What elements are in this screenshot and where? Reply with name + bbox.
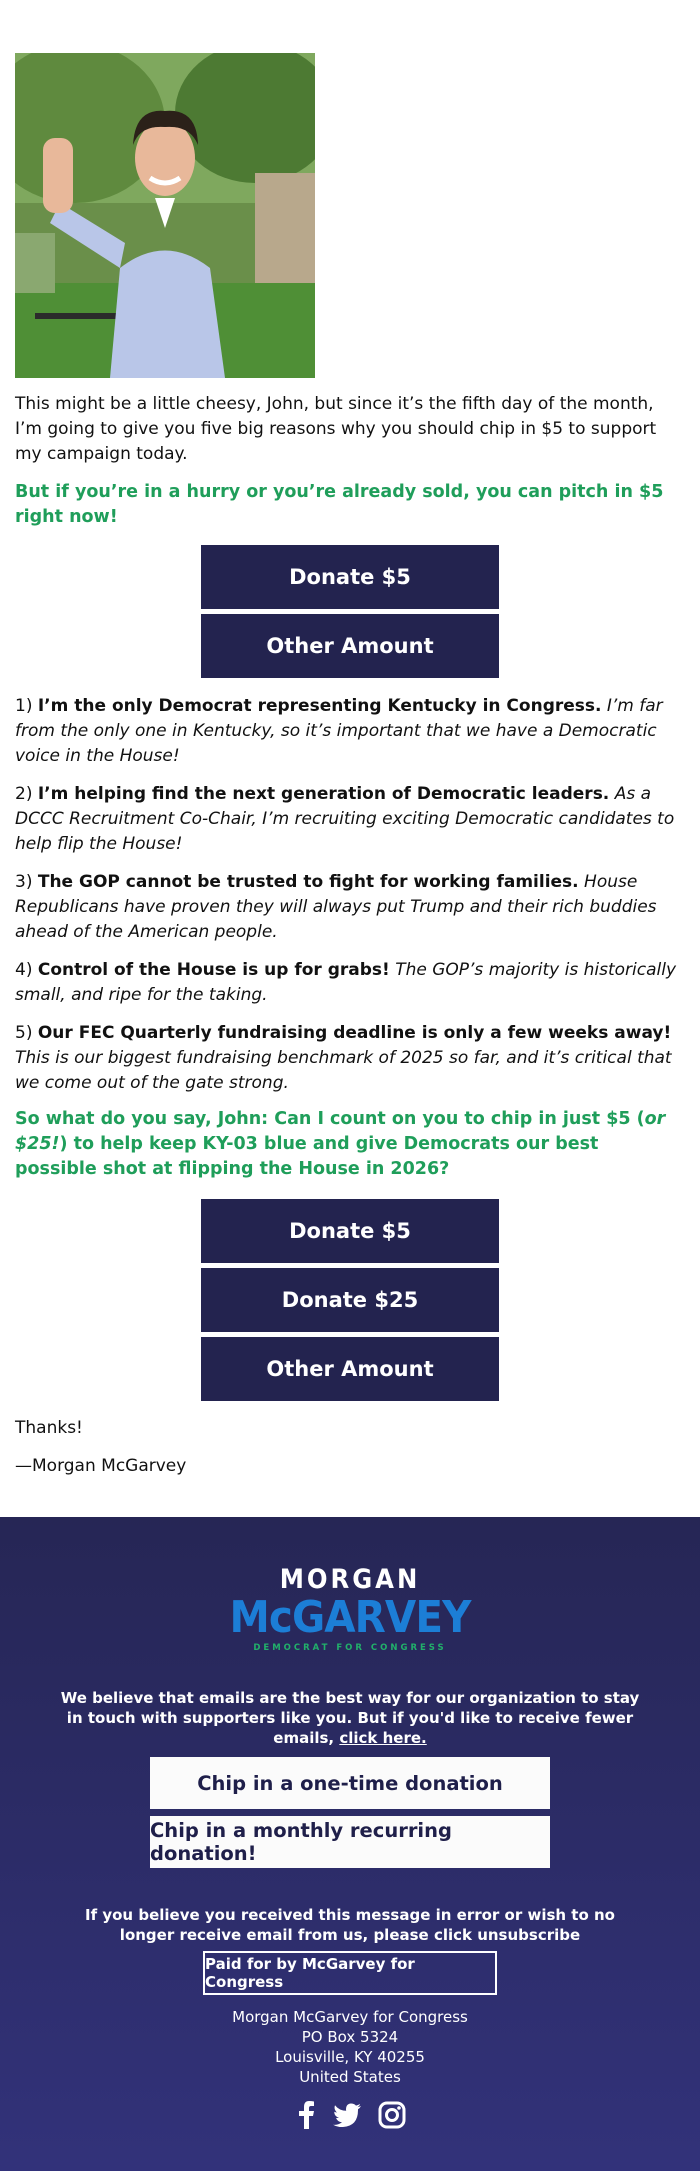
reason-number: 4)	[15, 960, 33, 980]
reason-2	[15, 782, 695, 857]
reason-detail: I’m far from the only one in Kentucky, so it’s important that we have a Democratic voice in the House!	[15, 696, 663, 766]
fewer-emails-notice	[60, 1688, 640, 1748]
reason-number: 5)	[15, 1023, 33, 1043]
unsubscribe-notice[interactable]: If you believe you received this message in error or wish to no longer receive email from us, please click unsubscribe	[85, 1906, 615, 1944]
facebook-icon[interactable]	[296, 2101, 316, 2133]
signature: —Morgan McGarvey	[15, 1456, 187, 1476]
reason-detail: House Republicans have proven they will always put Trump and their rich buddies ahead of the American people.	[15, 872, 657, 942]
monthly-donation-button[interactable]: Chip in a monthly recurring donation!	[150, 1816, 550, 1868]
ask-text-start: So what do you say, John: Can I count on you to chip in just $5 (	[15, 1109, 645, 1129]
logo-first-name: MORGAN	[279, 1564, 421, 1595]
footer	[0, 1517, 700, 2171]
donate-5-button[interactable]: Donate $5	[201, 545, 499, 609]
reason-detail: The GOP’s majority is historically small, and ripe for the taking.	[15, 960, 677, 1005]
ask-text-italic: or $25!	[15, 1109, 666, 1154]
logo-last-name: McGARVEY	[229, 1592, 471, 1643]
reason-5	[15, 1021, 695, 1096]
address-line: United States	[299, 2068, 401, 2086]
reason-heading: I’m helping find the next generation of Democratic leaders.	[37, 784, 610, 804]
other-amount-button[interactable]: Other Amount	[201, 614, 499, 678]
reason-heading: I’m the only Democrat representing Kentucky in Congress.	[37, 696, 602, 716]
logo-tagline: DEMOCRAT FOR CONGRESS	[253, 1643, 447, 1653]
one-time-donation-button[interactable]: Chip in a one-time donation	[150, 1757, 550, 1809]
hurry-callout: But if you’re in a hurry or you’re already sold, you can pitch in $5 right now!	[15, 482, 664, 527]
mailing-address	[0, 2007, 700, 2087]
reason-1	[15, 694, 695, 769]
fewer-emails-text: We believe that emails are the best way for our organization to stay in touch with supporters like you. But if you'd like to receive fewer emails,	[60, 1689, 640, 1747]
reason-number: 3)	[15, 872, 33, 892]
intro-paragraph: This might be a little cheesy, John, but since it’s the fifth day of the month, I’m going to give you five big reasons why you should chip in $5 to support my campaign today.	[15, 394, 657, 464]
ask-text-end: ) to help keep KY-03 blue and give Democrats our best possible shot at flipping the House in 2026?	[15, 1134, 599, 1179]
thanks-text: Thanks!	[15, 1418, 83, 1438]
campaign-logo	[0, 1565, 700, 1655]
reason-number: 1)	[15, 696, 33, 716]
reason-3	[15, 870, 695, 945]
donate-5-button[interactable]: Donate $5	[201, 1199, 499, 1263]
instagram-icon[interactable]	[378, 2101, 406, 2133]
reason-4	[15, 958, 695, 1008]
address-line: Louisville, KY 40255	[275, 2048, 425, 2066]
paid-for-disclaimer: Paid for by McGarvey for Congress	[203, 1951, 497, 1995]
reason-detail: This is our biggest fundraising benchmark of 2025 so far, and it’s critical that we come out of the gate strong.	[15, 1048, 672, 1093]
donate-25-button[interactable]: Donate $25	[201, 1268, 499, 1332]
address-line: PO Box 5324	[301, 2028, 399, 2046]
reason-heading: Our FEC Quarterly fundraising deadline is only a few weeks away!	[37, 1023, 672, 1043]
address-line: Morgan McGarvey for Congress	[232, 2008, 468, 2026]
candidate-photo	[15, 53, 315, 378]
reason-detail: As a DCCC Recruitment Co-Chair, I’m recruiting exciting Democratic candidates to help flip the House!	[15, 784, 675, 854]
social-links	[296, 2101, 406, 2133]
twitter-icon[interactable]	[333, 2103, 361, 2131]
reason-number: 2)	[15, 784, 33, 804]
ask-callout	[15, 1107, 685, 1182]
reason-heading: Control of the House is up for grabs!	[37, 960, 390, 980]
reason-heading: The GOP cannot be trusted to fight for working families.	[37, 872, 579, 892]
other-amount-button[interactable]: Other Amount	[201, 1337, 499, 1401]
click-here-link[interactable]: click here.	[339, 1729, 427, 1747]
